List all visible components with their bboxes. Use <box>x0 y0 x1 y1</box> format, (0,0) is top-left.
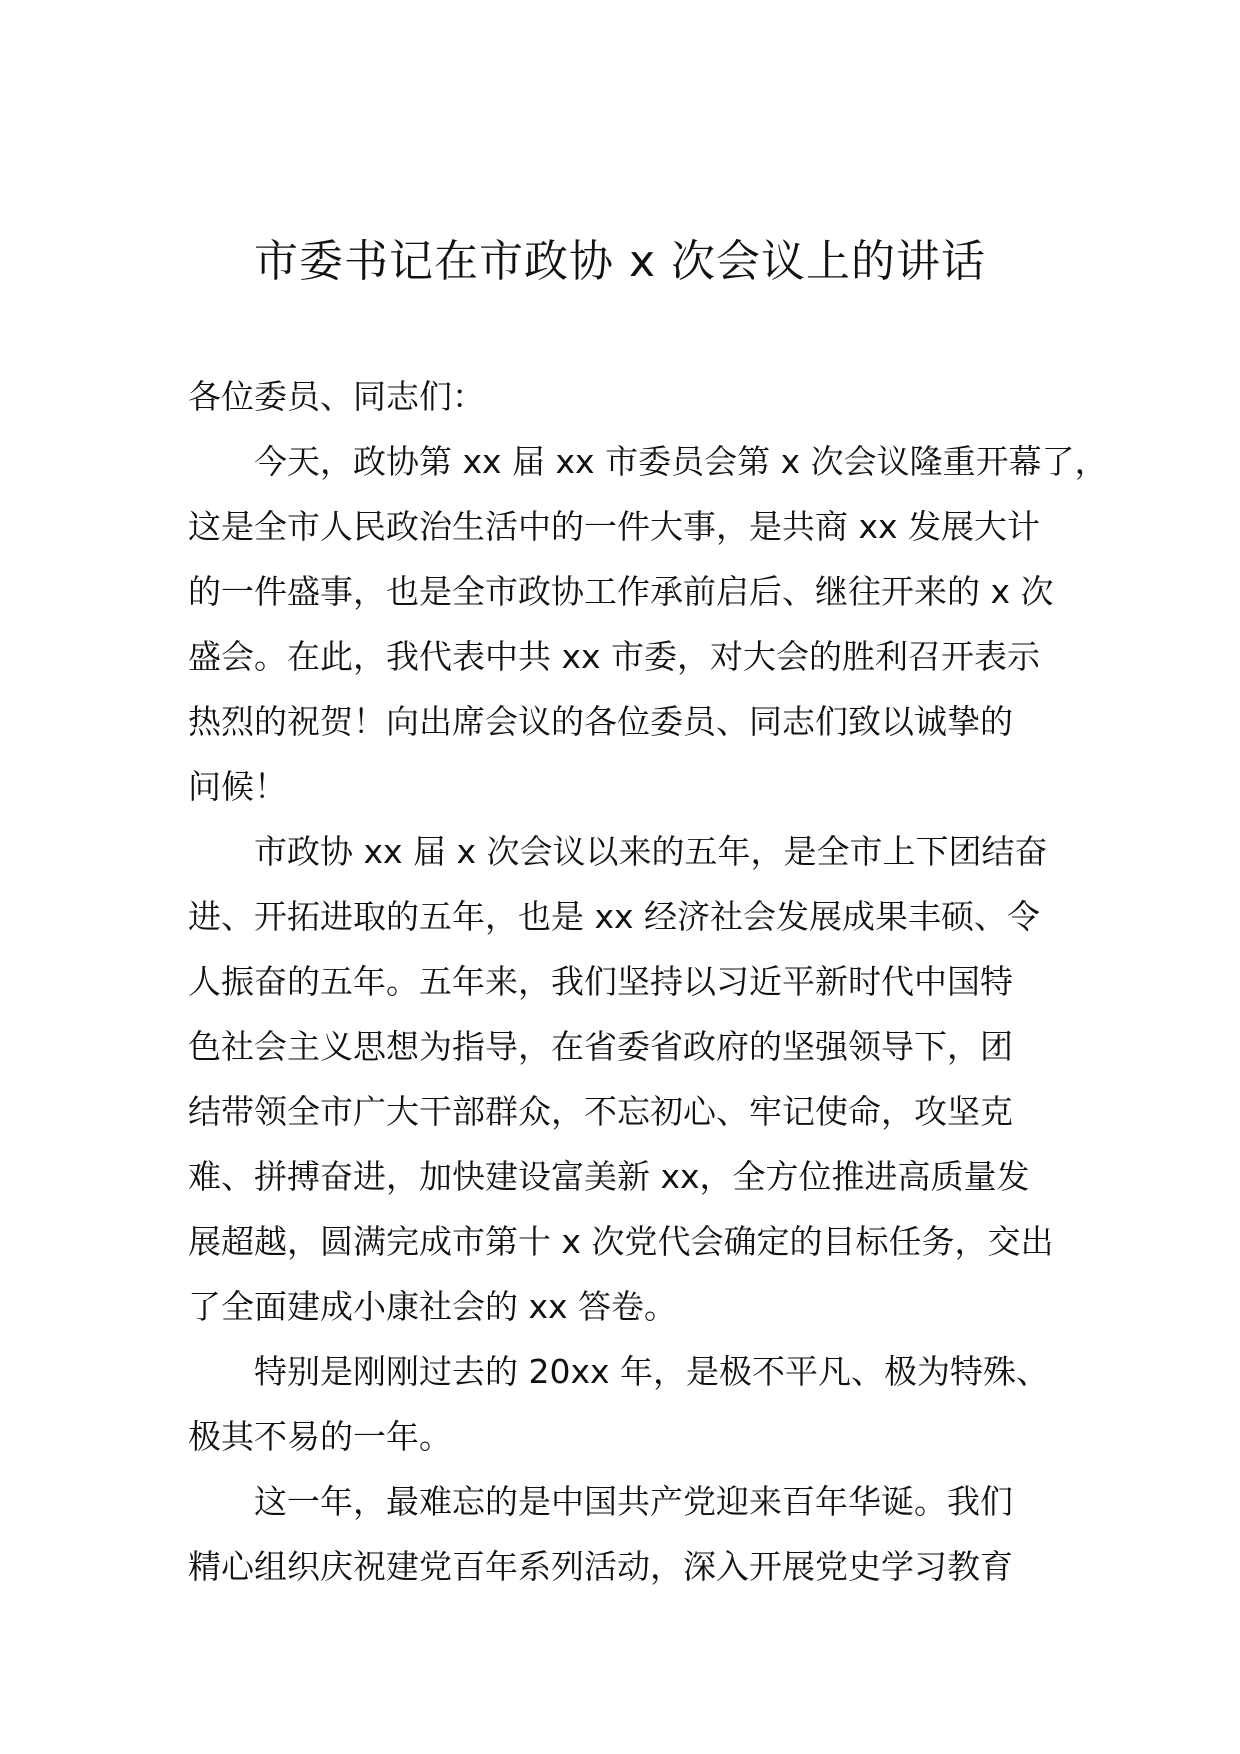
paragraph-line: 热烈的祝贺！向出席会议的各位委员、同志们致以诚挚的 <box>188 702 1013 741</box>
paragraph-line: 的一件盛事，也是全市政协工作承前启后、继往开来的 x 次 <box>188 572 1054 611</box>
document-body <box>188 364 1108 1599</box>
paragraph-line: 极其不易的一年。 <box>188 1417 452 1456</box>
paragraph-line: 进、开拓进取的五年，也是 xx 经济社会发展成果丰硕、令 <box>188 897 1041 936</box>
paragraph-line: 结带领全市广大干部群众，不忘初心、牢记使命，攻坚克 <box>188 1092 1013 1131</box>
document-title: 市委书记在市政协 x 次会议上的讲话 <box>253 236 986 287</box>
paragraph-line: 色社会主义思想为指导，在省委省政府的坚强领导下，团 <box>188 1027 1013 1066</box>
paragraph-line: 了全面建成小康社会的 xx 答卷。 <box>188 1287 678 1326</box>
paragraph-line: 这一年，最难忘的是中国共产党迎来百年华诞。我们 <box>254 1482 1013 1521</box>
salutation-line: 各位委员、同志们： <box>188 377 485 416</box>
paragraph-line: 特别是刚刚过去的 20xx 年，是极不平凡、极为特殊、 <box>254 1352 1050 1391</box>
paragraph-line: 市政协 xx 届 x 次会议以来的五年，是全市上下团结奋 <box>254 832 1048 871</box>
paragraph-line: 人振奋的五年。五年来，我们坚持以习近平新时代中国特 <box>188 962 1013 1001</box>
paragraph-line: 这是全市人民政治生活中的一件大事，是共商 xx 发展大计 <box>188 507 1041 546</box>
paragraph-line: 盛会。在此，我代表中共 xx 市委，对大会的胜利召开表示 <box>188 637 1041 676</box>
paragraph-line: 今天，政协第 xx 届 xx 市委员会第 x 次会议隆重开幕了， <box>254 442 1108 481</box>
paragraph-line: 展超越，圆满完成市第十 x 次党代会确定的目标任务，交出 <box>188 1222 1054 1261</box>
paragraph-line: 难、拼搏奋进，加快建设富美新 xx，全方位推进高质量发 <box>188 1157 1030 1196</box>
paragraph-line: 问候！ <box>188 767 287 806</box>
paragraph-line: 精心组织庆祝建党百年系列活动，深入开展党史学习教育 <box>188 1547 1013 1586</box>
